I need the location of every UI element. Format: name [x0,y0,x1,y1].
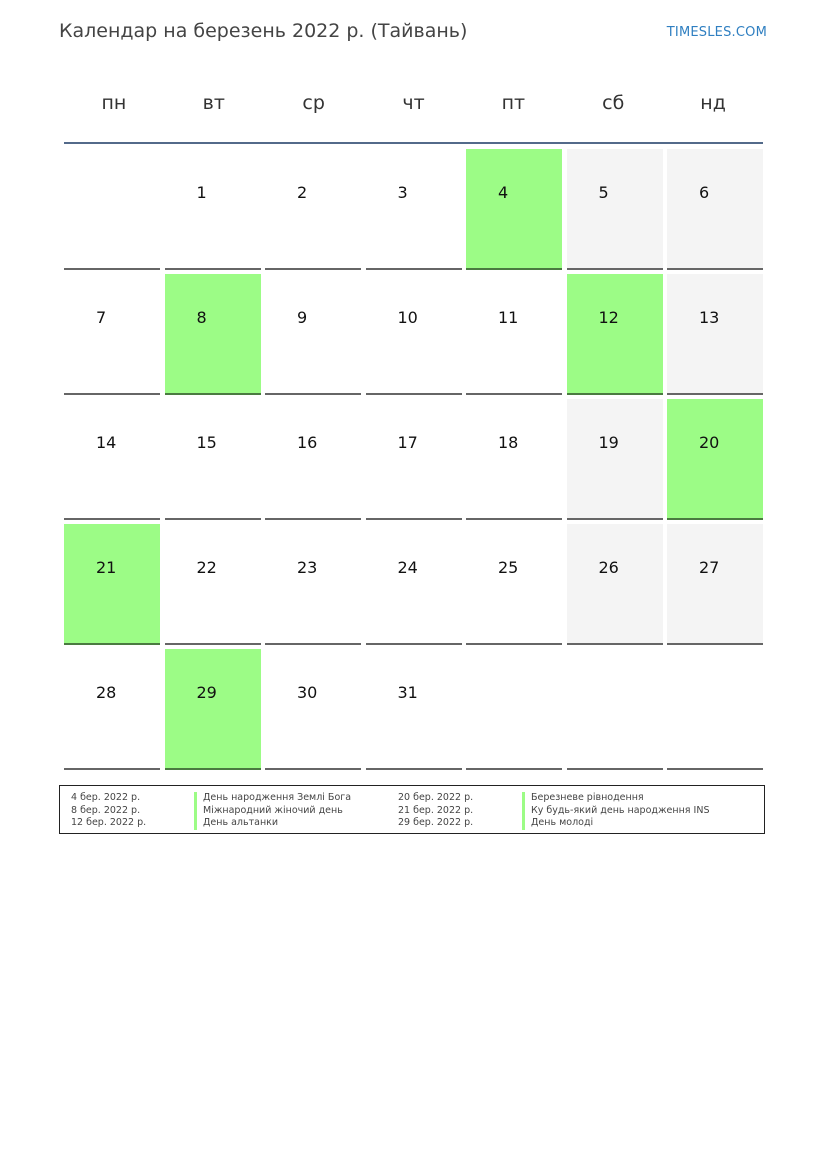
legend-holiday-name: Міжнародний жіночий день [194,805,351,818]
day-number: 6 [699,183,710,202]
weekday-label: сб [602,92,625,114]
calendar-day-cell [466,149,562,270]
calendar-day-cell [265,649,361,770]
calendar-week [64,149,763,270]
day-number: 7 [96,308,107,327]
day-number: 5 [598,183,609,202]
site-link[interactable]: TIMESLES.COM [666,25,767,40]
calendar-day-cell [64,649,160,770]
day-number: 3 [397,183,408,202]
calendar-day-cell [567,149,663,270]
legend-holiday-name: День народження Землі Бога [194,792,351,805]
day-number: 28 [96,683,117,702]
day-number: 9 [297,308,308,327]
legend-date: 20 бер. 2022 р. [398,792,474,803]
day-number: 1 [196,183,207,202]
day-number: 27 [699,558,720,577]
day-number: 15 [196,433,217,452]
calendar-week [64,274,763,395]
calendar-day-cell [366,149,462,270]
calendar-empty-cell [667,649,763,770]
day-number: 23 [297,558,318,577]
day-number: 22 [196,558,217,577]
day-number: 12 [598,308,619,327]
calendar-week [64,649,763,770]
holiday-legend [59,785,765,834]
calendar-day-cell [165,149,261,270]
weekday-header [64,92,763,114]
calendar-day-cell [265,274,361,395]
legend-date: 4 бер. 2022 р. [71,792,141,803]
page-title: Календар на березень 2022 р. (Тайвань) [59,20,468,42]
day-number: 18 [498,433,519,452]
day-number: 13 [699,308,720,327]
calendar-day-cell [165,524,261,645]
header-divider [64,142,763,144]
legend-date: 8 бер. 2022 р. [71,804,141,816]
calendar-day-cell [165,399,261,520]
legend-dates-right [398,792,473,830]
day-number: 31 [397,683,418,702]
calendar-empty-cell [567,649,663,770]
calendar-day-cell [366,649,462,770]
legend-names-left [194,792,351,830]
day-number: 10 [397,308,418,327]
weekday-label: пн [101,92,127,114]
legend-dates-left [71,792,146,830]
calendar-week [64,524,763,645]
calendar-day-cell [567,399,663,520]
day-number: 24 [397,558,418,577]
day-number: 16 [297,433,318,452]
weekday-label: вт [202,92,225,114]
day-number: 8 [196,308,207,327]
calendar-empty-cell [466,649,562,770]
calendar-grid [64,149,763,774]
calendar-day-cell [567,524,663,645]
day-number: 26 [598,558,619,577]
legend-holiday-name: День молоді [522,817,709,830]
calendar-day-cell [64,399,160,520]
calendar-day-cell [165,649,261,770]
legend-holiday-name: Ку будь-який день народження INS [522,805,709,818]
day-number: 25 [498,558,519,577]
legend-date: 21 бер. 2022 р. [398,804,474,816]
calendar-day-cell [567,274,663,395]
day-number: 17 [397,433,418,452]
calendar-day-cell [265,524,361,645]
day-number: 29 [196,683,217,702]
calendar-day-cell [466,399,562,520]
day-number: 21 [96,558,117,577]
calendar-day-cell [265,399,361,520]
day-number: 19 [598,433,619,452]
calendar-day-cell [366,399,462,520]
legend-date: 29 бер. 2022 р. [398,817,474,828]
day-number: 11 [498,308,519,327]
calendar-day-cell [667,274,763,395]
day-number: 30 [297,683,318,702]
weekday-label: чт [402,92,425,114]
weekday-label: нд [700,92,726,114]
legend-holiday-name: Березневе рівнодення [522,792,709,805]
day-number: 2 [297,183,308,202]
calendar-week [64,399,763,520]
day-number: 14 [96,433,117,452]
calendar-day-cell [64,274,160,395]
legend-date: 12 бер. 2022 р. [71,817,147,828]
legend-names-right [522,792,709,830]
calendar-day-cell [64,524,160,645]
calendar-day-cell [366,524,462,645]
calendar-day-cell [165,274,261,395]
day-number: 20 [699,433,720,452]
legend-holiday-name: День альтанки [194,817,351,830]
calendar-day-cell [466,524,562,645]
weekday-label: ср [302,92,325,114]
weekday-label: пт [501,92,526,114]
calendar-day-cell [366,274,462,395]
calendar-day-cell [667,149,763,270]
calendar-day-cell [667,399,763,520]
calendar-day-cell [466,274,562,395]
calendar-day-cell [265,149,361,270]
calendar-empty-cell [64,149,160,270]
day-number: 4 [498,183,509,202]
calendar-day-cell [667,524,763,645]
